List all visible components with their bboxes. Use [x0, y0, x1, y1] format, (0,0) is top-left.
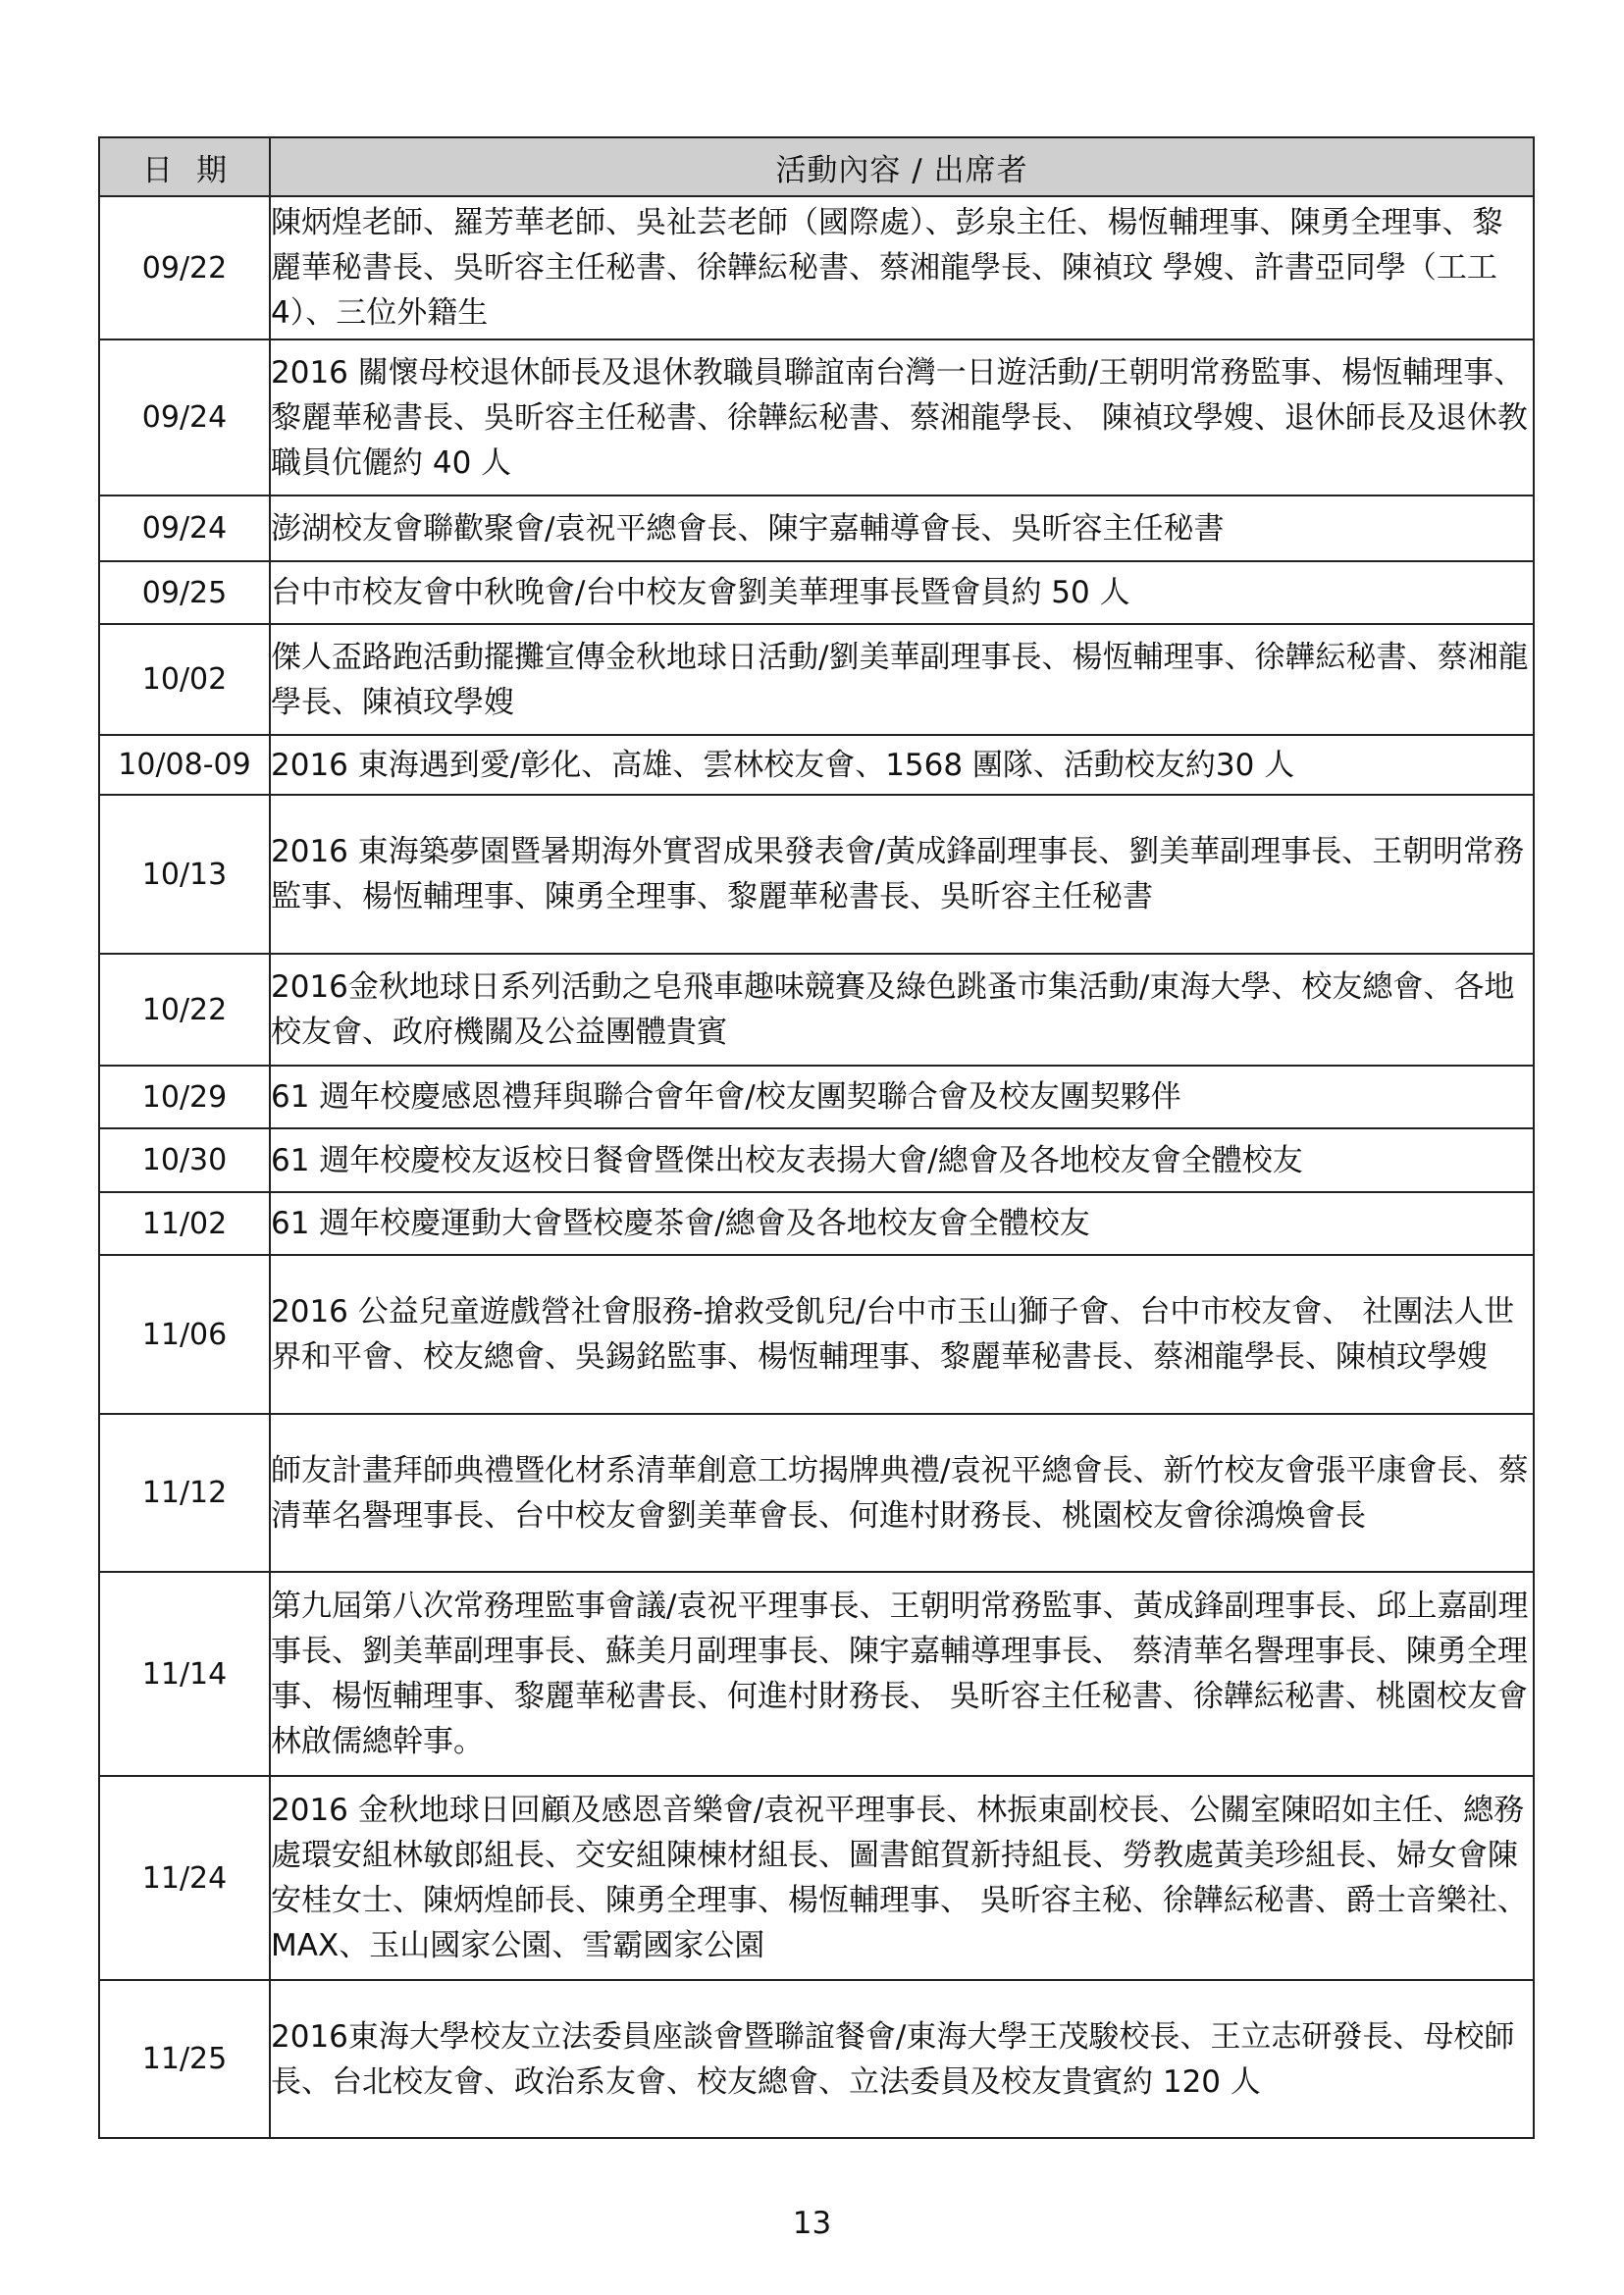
row-content: 2016東海大學校友立法委員座談會暨聯誼餐會/東海大學王茂駿校長、王立志研發長、母校師長、台北校友會、政治系友會、校友總會、立法委員及校友貴賓約 120 人: [270, 1980, 1534, 2138]
row-date: 11/12: [99, 1414, 270, 1572]
row-content: 澎湖校友會聯歡聚會/袁祝平總會長、陳宇嘉輔導會長、吳昕容主任秘書: [270, 496, 1534, 561]
page-number: 13: [792, 2206, 832, 2241]
table-header-row: [99, 137, 1534, 196]
header-content: 活動內容 / 出席者: [270, 137, 1534, 196]
table-row: [99, 339, 1534, 496]
table-row: [99, 1128, 1534, 1192]
table-row: [99, 624, 1534, 735]
row-content: 2016 金秋地球日回顧及感恩音樂會/袁祝平理事長、林振東副校長、公關室陳昭如主任、總務處環安組林敏郎組長、交安組陳棟材組長、圖書館賀新持組長、勞教處黃美珍組長、婦女會陳安桂女士、陳炳煌師長、陳勇全理事、楊恆輔理事、 吳昕容主秘、徐韡紜秘書、爵士音樂社、MAX、玉山國家公園、雪霸國家公園: [270, 1776, 1534, 1980]
table-row: [99, 1192, 1534, 1255]
table-row: [99, 196, 1534, 339]
table-row: [99, 1980, 1534, 2138]
table-row: [99, 496, 1534, 561]
table-row: [99, 735, 1534, 795]
row-date: 09/24: [99, 496, 270, 561]
row-content: 2016 東海遇到愛/彰化、高雄、雲林校友會、1568 團隊、活動校友約30 人: [270, 735, 1534, 795]
table-row: [99, 561, 1534, 624]
table-row: [99, 1572, 1534, 1776]
row-date: 11/24: [99, 1776, 270, 1980]
row-content: 2016金秋地球日系列活動之皂飛車趣味競賽及綠色跳蚤市集活動/東海大學、校友總會、各地校友會、政府機關及公益團體貴賓: [270, 954, 1534, 1066]
row-date: 09/22: [99, 196, 270, 339]
row-date: 10/08-09: [99, 735, 270, 795]
row-date: 10/29: [99, 1066, 270, 1128]
row-content: 61 週年校慶感恩禮拜與聯合會年會/校友團契聯合會及校友團契夥伴: [270, 1066, 1534, 1128]
header-date: 日期: [99, 137, 270, 196]
row-date: 09/25: [99, 561, 270, 624]
table-row: [99, 1414, 1534, 1572]
row-content: 61 週年校慶運動大會暨校慶茶會/總會及各地校友會全體校友: [270, 1192, 1534, 1255]
row-content: 2016 關懷母校退休師長及退休教職員聯誼南台灣一日遊活動/王朝明常務監事、楊恆輔理事、黎麗華秘書長、吳昕容主任秘書、徐韡紜秘書、蔡湘龍學長、 陳禎玟學嫂、退休師長及退休教職員伉儷約 40 人: [270, 339, 1534, 496]
row-content: 師友計畫拜師典禮暨化材系清華創意工坊揭牌典禮/袁祝平總會長、新竹校友會張平康會長、蔡清華名譽理事長、台中校友會劉美華會長、何進村財務長、桃園校友會徐鴻煥會長: [270, 1414, 1534, 1572]
table-row: [99, 1066, 1534, 1128]
table-row: [99, 954, 1534, 1066]
row-date: 11/25: [99, 1980, 270, 2138]
row-date: 11/14: [99, 1572, 270, 1776]
row-content: 2016 公益兒童遊戲營社會服務-搶救受飢兒/台中市玉山獅子會、台中市校友會、 社團法人世界和平會、校友總會、吳錫銘監事、楊恆輔理事、黎麗華秘書長、蔡湘龍學長、陳楨玟學嫂: [270, 1255, 1534, 1414]
row-date: 10/30: [99, 1128, 270, 1192]
row-content: 61 週年校慶校友返校日餐會暨傑出校友表揚大會/總會及各地校友會全體校友: [270, 1128, 1534, 1192]
row-content: 台中市校友會中秋晚會/台中校友會劉美華理事長暨會員約 50 人: [270, 561, 1534, 624]
row-date: 10/02: [99, 624, 270, 735]
row-content: 2016 東海築夢園暨暑期海外實習成果發表會/黃成鋒副理事長、劉美華副理事長、王朝明常務監事、楊恆輔理事、陳勇全理事、黎麗華秘書長、吳昕容主任秘書: [270, 795, 1534, 954]
row-content: 傑人盃路跑活動擺攤宣傳金秋地球日活動/劉美華副理事長、楊恆輔理事、徐韡紜秘書、蔡湘龍學長、陳禎玟學嫂: [270, 624, 1534, 735]
row-date: 11/06: [99, 1255, 270, 1414]
row-date: 10/22: [99, 954, 270, 1066]
table-row: [99, 1776, 1534, 1980]
activity-table: [98, 136, 1535, 2139]
table-row: [99, 1255, 1534, 1414]
row-date: 09/24: [99, 339, 270, 496]
row-date: 11/02: [99, 1192, 270, 1255]
row-date: 10/13: [99, 795, 270, 954]
row-content: 第九屆第八次常務理監事會議/袁祝平理事長、王朝明常務監事、黃成鋒副理事長、邱上嘉副理事長、劉美華副理事長、蘇美月副理事長、陳宇嘉輔導理事長、 蔡清華名譽理事長、陳勇全理事、楊恆輔理事、黎麗華秘書長、何進村財務長、 吳昕容主任秘書、徐韡紜秘書、桃園校友會林啟儒總幹事。: [270, 1572, 1534, 1776]
table-row: [99, 795, 1534, 954]
row-content: 陳炳煌老師、羅芳華老師、吳祉芸老師（國際處）、彭泉主任、楊恆輔理事、陳勇全理事、黎麗華秘書長、吳昕容主任秘書、徐韡紜秘書、蔡湘龍學長、陳禎玟 學嫂、許書亞同學（工工 4）、三位外籍生: [270, 196, 1534, 339]
